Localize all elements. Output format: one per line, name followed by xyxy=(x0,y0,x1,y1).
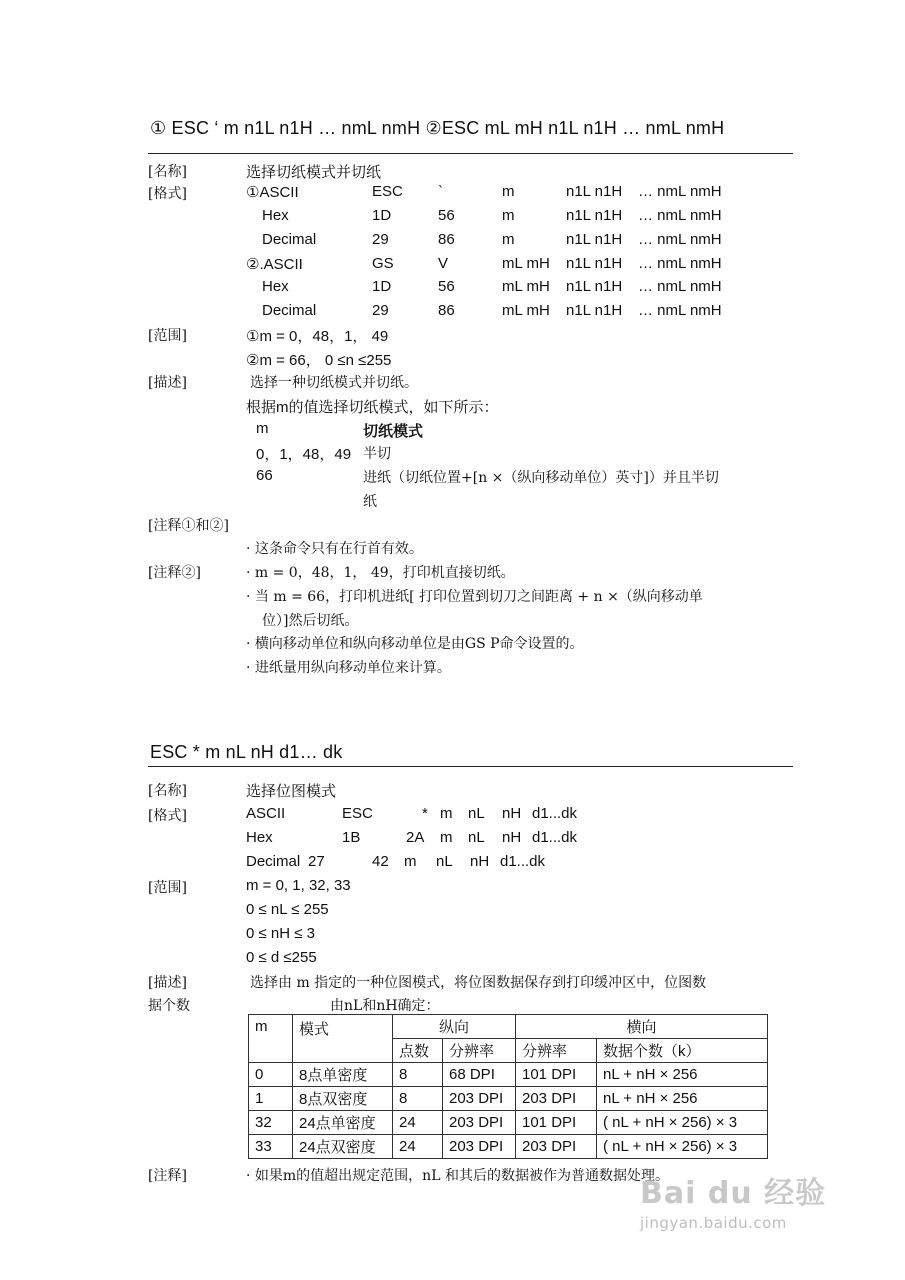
cell: 24点双密度 xyxy=(293,1135,393,1159)
cell: 8点单密度 xyxy=(293,1063,393,1087)
fmt-cell: m xyxy=(440,829,453,846)
fmt-cell: … nmL nmH xyxy=(638,183,722,200)
cell: ( nL + nH × 256) × 3 xyxy=(597,1135,768,1159)
fmt-cell: … nmL nmH xyxy=(638,207,722,224)
cell: 8 xyxy=(393,1087,443,1111)
cell: 0 xyxy=(249,1063,293,1087)
note2-line: · m = 0，48，1， 49，打印机直接切纸。 xyxy=(246,565,515,581)
range-line: 0 ≤ nH ≤ 3 xyxy=(246,925,315,942)
fmt-cell: mL mH xyxy=(502,302,550,319)
watermark xyxy=(640,1168,826,1232)
fmt-cell: mL mH xyxy=(502,278,550,295)
cell: 101 DPI xyxy=(516,1111,597,1135)
fmt-cell: 86 xyxy=(438,231,455,248)
range-line: 0 ≤ d ≤255 xyxy=(246,949,317,966)
fmt-cell: V xyxy=(438,255,449,272)
fmt-cell: d1...dk xyxy=(532,805,578,822)
mode-head-mode: 切纸模式 xyxy=(363,423,424,440)
fmt-cell: … nmL nmH xyxy=(638,255,722,272)
fmt-cell: m xyxy=(404,853,417,870)
note2-label: [注释②] xyxy=(148,565,201,581)
fmt-cell: ②.ASCII xyxy=(246,256,303,273)
fmt-cell: 29 xyxy=(372,231,389,248)
th-mode: 模式 xyxy=(293,1015,393,1063)
range-line: 0 ≤ nL ≤ 255 xyxy=(246,901,329,918)
cell: 203 DPI xyxy=(443,1111,516,1135)
cell: ( nL + nH × 256) × 3 xyxy=(597,1111,768,1135)
cell: 32 xyxy=(249,1111,293,1135)
fmt-cell: n1L n1H xyxy=(566,255,623,272)
fmt-cell: … nmL nmH xyxy=(638,302,722,319)
mode-row-desc: 进纸（切纸位置+[n ×（纵向移动单位）英寸]）并且半切 xyxy=(363,470,719,486)
range-line: m = 0, 1, 32, 33 xyxy=(246,877,351,894)
fmt-cell: 1D xyxy=(372,207,392,224)
cell: 24 xyxy=(393,1111,443,1135)
note-label: [注释] xyxy=(148,1168,187,1184)
desc-line: 根据m的值选择切纸模式，如下所示： xyxy=(246,399,499,416)
name-label: [名称] xyxy=(148,783,187,799)
bitmap-mode-table xyxy=(248,1014,768,1159)
fmt-cell: nL xyxy=(436,853,453,870)
name-value: 选择位图模式 xyxy=(246,783,337,800)
watermark-url: jingyan.baidu.com xyxy=(640,1214,787,1232)
name-value: 选择切纸模式并切纸 xyxy=(246,164,382,181)
mode-row-desc-cont: 纸 xyxy=(363,494,377,510)
th-horizontal: 横向 xyxy=(516,1015,768,1039)
fmt-cell: nH xyxy=(502,829,522,846)
desc-line-cont: 由nL和nH确定： xyxy=(330,998,440,1014)
table-row xyxy=(249,1111,768,1135)
section2-rule xyxy=(148,766,793,767)
name-label: [名称] xyxy=(148,164,187,180)
note12-text: · 这条命令只有在行首有效。 xyxy=(246,541,423,557)
fmt-cell: 56 xyxy=(438,278,455,295)
cell: 101 DPI xyxy=(516,1063,597,1087)
fmt-cell: 56 xyxy=(438,207,455,224)
fmt-cell: nL xyxy=(468,805,485,822)
format-label: [格式] xyxy=(148,808,187,824)
fmt-cell: GS xyxy=(372,255,394,272)
fmt-cell: mL mH xyxy=(502,255,550,272)
range-label: [范围] xyxy=(148,328,187,344)
cell: nL + nH × 256 xyxy=(597,1063,768,1087)
fmt-cell: Hex xyxy=(246,829,273,846)
cell: 24 xyxy=(393,1135,443,1159)
fmt-cell: * xyxy=(422,805,428,822)
mode-row-m: 66 xyxy=(256,467,273,484)
desc-label: [描述] xyxy=(148,975,187,991)
fmt-cell: n1L n1H xyxy=(566,302,623,319)
cell: nL + nH × 256 xyxy=(597,1087,768,1111)
th-dots: 点数 xyxy=(393,1039,443,1063)
fmt-cell: Decimal xyxy=(262,302,317,319)
fmt-cell: 2A xyxy=(406,829,425,846)
fmt-cell: n1L n1H xyxy=(566,278,623,295)
fmt-cell: d1...dk xyxy=(532,829,578,846)
table-header-row xyxy=(249,1015,768,1039)
fmt-cell: … nmL nmH xyxy=(638,278,722,295)
fmt-cell: 29 xyxy=(372,302,389,319)
cell: 203 DPI xyxy=(443,1087,516,1111)
watermark-brand: Bai du 经验 xyxy=(640,1176,827,1211)
th-res-h: 分辨率 xyxy=(516,1039,597,1063)
section1-title: ① ESC ‘ m n1L n1H … nmL nmH ②ESC mL mH n1L n1H … nmL nmH xyxy=(150,118,725,138)
fmt-cell: Hex xyxy=(262,278,289,295)
fmt-cell: d1...dk xyxy=(500,853,546,870)
th-count: 数据个数（k） xyxy=(597,1039,768,1063)
fmt-cell: n1L n1H xyxy=(566,207,623,224)
fmt-cell: ASCII xyxy=(246,805,286,822)
fmt-cell: … nmL nmH xyxy=(638,231,722,248)
desc-label: [描述] xyxy=(148,375,187,391)
th-vertical: 纵向 xyxy=(393,1015,516,1039)
cell: 33 xyxy=(249,1135,293,1159)
fmt-cell: Hex xyxy=(262,207,289,224)
range-label: [范围] xyxy=(148,880,187,896)
range-line: ②m = 66， 0 ≤n ≤255 xyxy=(246,352,392,369)
section1-rule xyxy=(148,153,793,154)
th-res-v: 分辨率 xyxy=(443,1039,516,1063)
fmt-cell: nL xyxy=(468,829,485,846)
mode-row-m: 0，1，48，49 xyxy=(256,446,352,463)
th-m: m xyxy=(249,1015,293,1063)
fmt-cell: 1B xyxy=(342,829,361,846)
cell: 203 DPI xyxy=(516,1087,597,1111)
fmt-cell: ESC xyxy=(342,805,373,822)
section2-title: ESC * m nL nH d1… dk xyxy=(150,742,343,762)
cell: 68 DPI xyxy=(443,1063,516,1087)
desc-line-cont: 据个数 xyxy=(148,998,190,1014)
note2-line: · 当 m = 66，打印机进纸[ 打印位置到切刀之间距离 + n ×（纵向移动单 xyxy=(246,589,703,605)
desc-line: 选择一种切纸模式并切纸。 xyxy=(250,375,418,391)
table-row xyxy=(249,1063,768,1087)
fmt-cell: ` xyxy=(438,183,443,200)
cell: 8 xyxy=(393,1063,443,1087)
cell: 203 DPI xyxy=(516,1135,597,1159)
fmt-cell: 27 xyxy=(308,853,325,870)
fmt-cell: m xyxy=(502,207,515,224)
desc-line: 选择由 m 指定的一种位图模式，将位图数据保存到打印缓冲区中，位图数 xyxy=(250,975,707,991)
fmt-cell: m xyxy=(502,183,515,200)
mode-head-m: m xyxy=(256,420,269,437)
fmt-cell: n1L n1H xyxy=(566,231,623,248)
fmt-cell: Decimal xyxy=(246,853,301,870)
range-line: ①m = 0，48，1， 49 xyxy=(246,328,389,345)
fmt-cell: 1D xyxy=(372,278,392,295)
fmt-cell: ESC xyxy=(372,183,403,200)
fmt-cell: 86 xyxy=(438,302,455,319)
format-label: [格式] xyxy=(148,186,187,202)
cell: 1 xyxy=(249,1087,293,1111)
note-text: · 如果m的值超出规定范围，nL 和其后的数据被作为普通数据处理。 xyxy=(246,1168,669,1184)
note2-line: · 进纸量用纵向移动单位来计算。 xyxy=(246,660,451,676)
table-row xyxy=(249,1135,768,1159)
fmt-cell: nH xyxy=(470,853,490,870)
fmt-cell: m xyxy=(502,231,515,248)
fmt-cell: 42 xyxy=(372,853,389,870)
fmt-cell: nH xyxy=(502,805,522,822)
note2-line: 位）]然后切纸。 xyxy=(262,613,359,629)
note12-label: [注释①和②] xyxy=(148,518,229,534)
cell: 203 DPI xyxy=(443,1135,516,1159)
cell: 8点双密度 xyxy=(293,1087,393,1111)
cell: 24点单密度 xyxy=(293,1111,393,1135)
table-row xyxy=(249,1087,768,1111)
fmt-cell: Decimal xyxy=(262,231,317,248)
fmt-cell: ①ASCII xyxy=(246,184,299,201)
mode-row-desc: 半切 xyxy=(363,446,391,462)
fmt-cell: n1L n1H xyxy=(566,183,623,200)
note2-line: · 横向移动单位和纵向移动单位是由GS P命令设置的。 xyxy=(246,636,584,652)
fmt-cell: m xyxy=(440,805,453,822)
